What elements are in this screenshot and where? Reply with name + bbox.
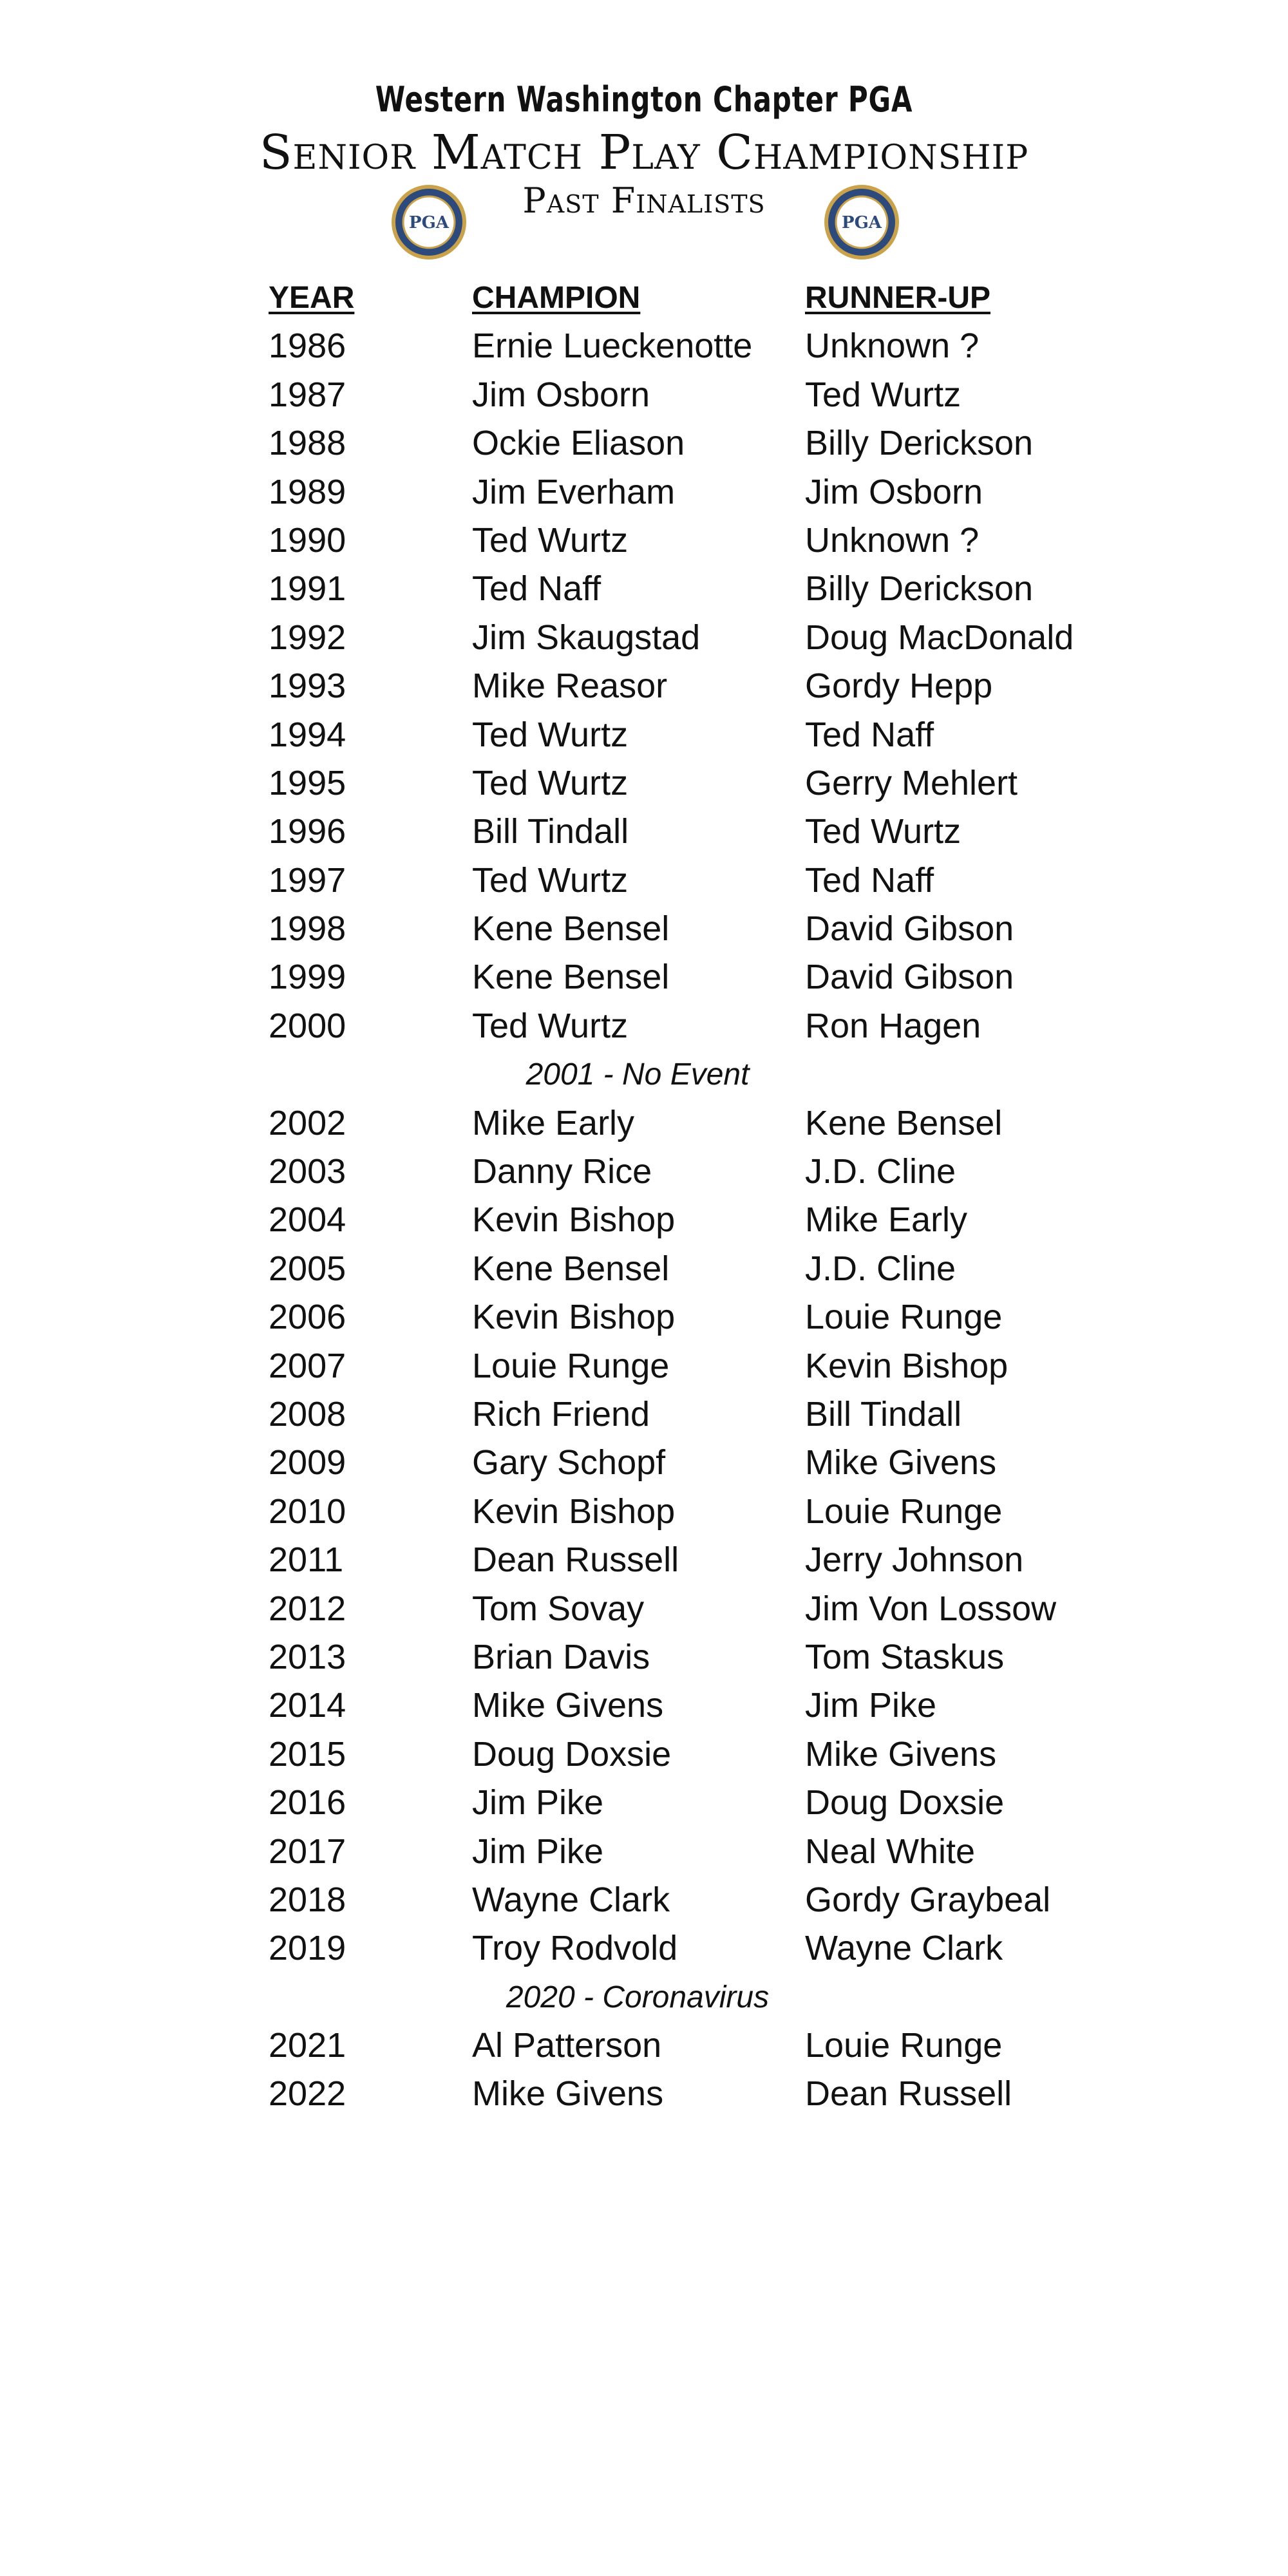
champion-cell: Kevin Bishop [472, 1492, 676, 1531]
champion-cell: Jim Pike [472, 1783, 604, 1823]
table-row [0, 711, 1288, 759]
year-cell: 2014 [269, 1686, 346, 1725]
champion-cell: Mike Givens [472, 1686, 664, 1725]
year-cell: 2000 [269, 1006, 346, 1045]
year-cell: 1989 [269, 472, 346, 511]
no-event-note: 2001 - No Event [526, 1057, 750, 1092]
champion-cell: Kevin Bishop [472, 1200, 676, 1240]
table-row [0, 1536, 1288, 1584]
champion-cell: Tom Sovay [472, 1589, 645, 1628]
table-row [0, 565, 1288, 613]
champion-cell: Al Patterson [472, 2026, 662, 2065]
table-row [0, 953, 1288, 1001]
runner-up-cell: Doug Doxsie [805, 1783, 1005, 1823]
table-row [0, 1099, 1288, 1148]
year-cell: 2013 [269, 1637, 346, 1676]
year-cell: 1994 [269, 715, 346, 754]
runner-up-cell: Gerry Mehlert [805, 763, 1018, 802]
runner-up-cell: Unknown ? [805, 327, 980, 366]
table-row [0, 468, 1288, 516]
table-row [0, 1293, 1288, 1341]
runner-up-cell: Bill Tindall [805, 1394, 962, 1434]
champion-cell: Troy Rodvold [472, 1929, 678, 1968]
chapter-title: Western Washington Chapter PGA [375, 79, 913, 120]
table-row [0, 371, 1288, 419]
champion-cell: Mike Early [472, 1103, 635, 1142]
runner-up-cell: Louie Runge [805, 1492, 1003, 1531]
year-cell: 2006 [269, 1298, 346, 1337]
champion-cell: Doug Doxsie [472, 1734, 672, 1774]
champion-cell: Ted Wurtz [472, 860, 629, 900]
champion-cell: Danny Rice [472, 1152, 652, 1191]
champion-cell: Wayne Clark [472, 1880, 670, 1919]
year-cell: 2018 [269, 1880, 346, 1919]
year-cell: 1990 [269, 520, 346, 560]
champion-cell: Mike Reasor [472, 667, 668, 706]
champion-cell: Mike Givens [472, 2074, 664, 2114]
pga-logo-left [390, 184, 468, 261]
year-cell: 2022 [269, 2074, 346, 2114]
year-cell: 2010 [269, 1492, 346, 1531]
year-cell: 1986 [269, 327, 346, 366]
year-cell: 2021 [269, 2026, 346, 2065]
runner-up-cell: Mike Early [805, 1200, 968, 1240]
runner-up-cell: David Gibson [805, 909, 1014, 949]
champion-cell: Jim Pike [472, 1832, 604, 1871]
table-row [0, 2022, 1288, 2070]
champion-cell: Jim Everham [472, 472, 676, 511]
table-row [0, 808, 1288, 856]
runner-up-cell: Ted Wurtz [805, 375, 961, 414]
runner-up-cell: Mike Givens [805, 1734, 997, 1774]
year-cell: 1995 [269, 763, 346, 802]
table-row [0, 1245, 1288, 1293]
table-row [0, 2070, 1288, 2118]
table-row [0, 857, 1288, 905]
champion-cell: Ted Wurtz [472, 1006, 629, 1045]
year-cell: 2007 [269, 1346, 346, 1385]
year-cell: 2005 [269, 1249, 346, 1288]
table-row [0, 1439, 1288, 1487]
champion-cell: Kevin Bishop [472, 1298, 676, 1337]
year-cell: 1998 [269, 909, 346, 949]
year-cell: 2015 [269, 1734, 346, 1774]
table-row [0, 1828, 1288, 1876]
column-header-champion: CHAMPION [472, 281, 641, 315]
year-cell: 1987 [269, 375, 346, 414]
finalists-table [0, 274, 1288, 2119]
year-cell: 1988 [269, 424, 346, 463]
champion-cell: Ted Wurtz [472, 520, 629, 560]
table-row [0, 1681, 1288, 1730]
table-note-row [0, 1050, 1288, 1099]
runner-up-cell: Kene Bensel [805, 1103, 1003, 1142]
table-row [0, 905, 1288, 953]
table-header-row [0, 274, 1288, 322]
table-row [0, 516, 1288, 565]
runner-up-cell: Wayne Clark [805, 1929, 1003, 1968]
year-cell: 2012 [269, 1589, 346, 1628]
year-cell: 2017 [269, 1832, 346, 1871]
runner-up-cell: Louie Runge [805, 1298, 1003, 1337]
year-cell: 1997 [269, 860, 346, 900]
champion-cell: Louie Runge [472, 1346, 670, 1385]
champion-cell: Ernie Lueckenotte [472, 327, 753, 366]
runner-up-cell: Unknown ? [805, 520, 980, 560]
runner-up-cell: Doug MacDonald [805, 618, 1074, 657]
runner-up-cell: Gordy Graybeal [805, 1880, 1051, 1919]
table-body [0, 322, 1288, 2118]
year-cell: 2003 [269, 1152, 346, 1191]
event-title: Senior Match Play Championship [259, 125, 1029, 180]
runner-up-cell: Neal White [805, 1832, 976, 1871]
table-row [0, 759, 1288, 808]
table-row [0, 1633, 1288, 1681]
year-cell: 2016 [269, 1783, 346, 1823]
table-row [0, 1779, 1288, 1827]
runner-up-cell: Gordy Hepp [805, 667, 993, 706]
champion-cell: Kene Bensel [472, 1249, 670, 1288]
table-row [0, 419, 1288, 468]
document-header [0, 0, 1288, 270]
year-cell: 2002 [269, 1103, 346, 1142]
runner-up-cell: Jim Von Lossow [805, 1589, 1057, 1628]
table-row [0, 1924, 1288, 1973]
table-row [0, 322, 1288, 370]
no-event-note: 2020 - Coronavirus [506, 1980, 770, 2014]
table-row [0, 1148, 1288, 1196]
runner-up-cell: Jerry Johnson [805, 1540, 1024, 1580]
runner-up-cell: Mike Givens [805, 1443, 997, 1482]
runner-up-cell: Billy Derickson [805, 569, 1034, 609]
table-row [0, 1488, 1288, 1536]
year-cell: 2004 [269, 1200, 346, 1240]
table-row [0, 1876, 1288, 1924]
champion-cell: Brian Davis [472, 1637, 650, 1676]
table-row [0, 1730, 1288, 1779]
champion-cell: Ted Wurtz [472, 715, 629, 754]
champion-cell: Dean Russell [472, 1540, 679, 1580]
runner-up-cell: Jim Pike [805, 1686, 937, 1725]
champion-cell: Kene Bensel [472, 909, 670, 949]
column-header-runner-up: RUNNER-UP [805, 281, 990, 315]
runner-up-cell: Louie Runge [805, 2026, 1003, 2065]
pga-logo-left-text: PGA [409, 213, 449, 232]
table-row [0, 1585, 1288, 1633]
past-finalists-subtitle: Past Finalists [522, 180, 766, 221]
pga-logo-right [823, 184, 900, 261]
champion-cell: Rich Friend [472, 1394, 650, 1434]
year-cell: 1992 [269, 618, 346, 657]
year-cell: 2019 [269, 1929, 346, 1968]
champion-cell: Jim Skaugstad [472, 618, 701, 657]
champion-cell: Gary Schopf [472, 1443, 666, 1482]
year-cell: 2008 [269, 1394, 346, 1434]
year-cell: 1999 [269, 958, 346, 997]
table-row [0, 1342, 1288, 1390]
table-row [0, 1002, 1288, 1050]
column-header-year: YEAR [269, 281, 355, 315]
table-row [0, 614, 1288, 662]
runner-up-cell: Ted Wurtz [805, 812, 961, 851]
year-cell: 2009 [269, 1443, 346, 1482]
champion-cell: Ted Naff [472, 569, 601, 609]
runner-up-cell: Dean Russell [805, 2074, 1012, 2114]
runner-up-cell: David Gibson [805, 958, 1014, 997]
runner-up-cell: Billy Derickson [805, 424, 1034, 463]
runner-up-cell: Tom Staskus [805, 1637, 1005, 1676]
champion-cell: Ockie Eliason [472, 424, 685, 463]
runner-up-cell: Ted Naff [805, 860, 934, 900]
runner-up-cell: J.D. Cline [805, 1152, 956, 1191]
table-note-row [0, 1973, 1288, 2022]
runner-up-cell: Jim Osborn [805, 472, 983, 511]
table-row [0, 662, 1288, 710]
pga-logo-right-text: PGA [842, 213, 882, 232]
runner-up-cell: Ron Hagen [805, 1006, 981, 1045]
year-cell: 1991 [269, 569, 346, 609]
champion-cell: Jim Osborn [472, 375, 650, 414]
champion-cell: Ted Wurtz [472, 763, 629, 802]
champion-cell: Kene Bensel [472, 958, 670, 997]
table-row [0, 1196, 1288, 1244]
runner-up-cell: Ted Naff [805, 715, 934, 754]
year-cell: 2011 [269, 1540, 344, 1580]
runner-up-cell: Kevin Bishop [805, 1346, 1009, 1385]
champion-cell: Bill Tindall [472, 812, 629, 851]
runner-up-cell: J.D. Cline [805, 1249, 956, 1288]
year-cell: 1993 [269, 667, 346, 706]
year-cell: 1996 [269, 812, 346, 851]
table-row [0, 1390, 1288, 1439]
